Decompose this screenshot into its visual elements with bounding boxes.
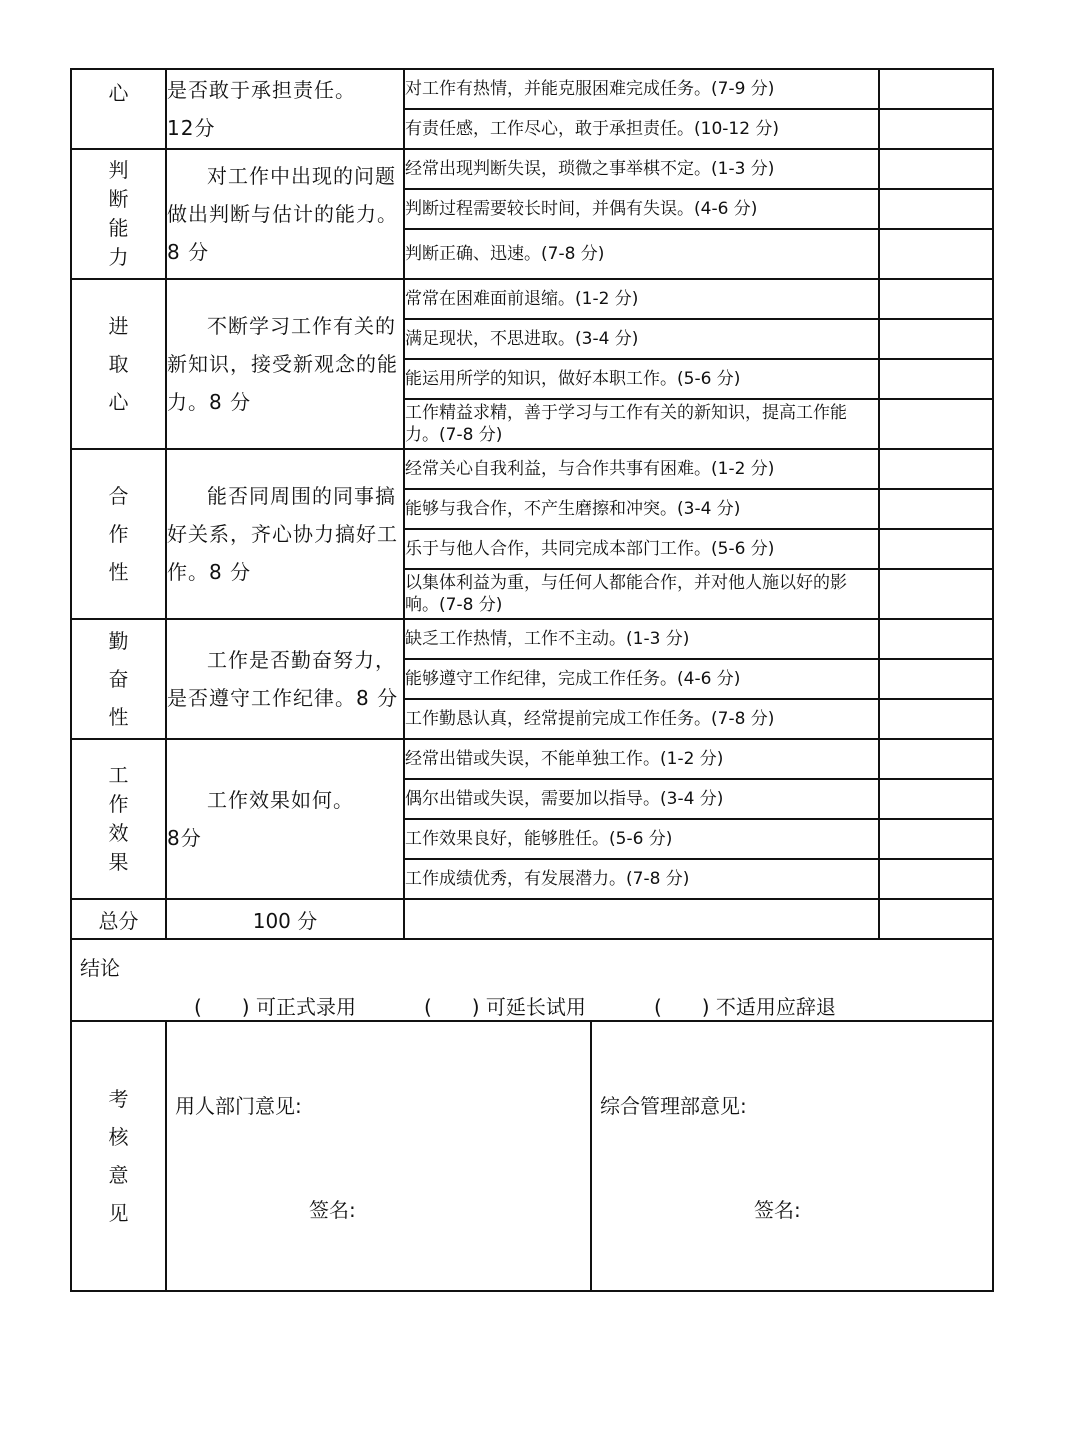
score-cell[interactable] (879, 529, 993, 569)
description-line: 12分 (167, 116, 216, 140)
dept-signature-label: 签名: (309, 1198, 356, 1222)
category-char: 作 (108, 522, 129, 546)
total-criteria-cell (404, 899, 879, 939)
category-char: 奋 (108, 667, 129, 691)
criterion-cell: 有责任感，工作尽心，敢于承担责任。(10-12 分) (404, 109, 879, 149)
table-row (71, 149, 993, 189)
criterion-cell: 工作精益求精，善于学习与工作有关的新知识，提高工作能力。(7-8 分) (404, 399, 879, 449)
score-cell[interactable] (879, 489, 993, 529)
conclusion-cell (71, 939, 993, 1021)
description-text: 不断学习工作有关的新知识，接受新观念的能力。8 分 (167, 314, 398, 414)
criterion-cell: 对工作有热情，并能克服困难完成任务。(7-9 分) (404, 69, 879, 109)
score-cell[interactable] (879, 819, 993, 859)
dept-opinion-box[interactable] (167, 1022, 592, 1290)
category-cell (71, 739, 166, 899)
description-cell (166, 449, 404, 619)
category-cell (71, 69, 166, 149)
category-char: 效 (108, 821, 129, 845)
score-cell[interactable] (879, 699, 993, 739)
description-cell (166, 279, 404, 449)
criterion-cell: 满足现状，不思进取。(3-4 分) (404, 319, 879, 359)
score-cell[interactable] (879, 279, 993, 319)
category-char: 断 (108, 187, 129, 211)
criterion-cell: 工作勤恳认真，经常提前完成工作任务。(7-8 分) (404, 699, 879, 739)
description-line: 是否敢于承担责任。 (167, 78, 356, 102)
score-cell[interactable] (879, 229, 993, 279)
admin-opinion-title: 综合管理部意见: (600, 1094, 747, 1118)
admin-opinion-box[interactable] (592, 1022, 992, 1290)
score-cell[interactable] (879, 149, 993, 189)
option-formal-hire[interactable]: ( ) 可正式录用 (194, 995, 356, 1019)
description-text: 对工作中出现的问题做出判断与估计的能力。8 分 (167, 164, 398, 264)
criterion-cell: 常常在困难面前退缩。(1-2 分) (404, 279, 879, 319)
description-cell (166, 619, 404, 739)
score-cell[interactable] (879, 859, 993, 899)
category-cell (71, 449, 166, 619)
category-char: 性 (108, 705, 129, 729)
table-row (71, 69, 993, 109)
criterion-cell: 偶尔出错或失误，需要加以指导。(3-4 分) (404, 779, 879, 819)
score-cell[interactable] (879, 779, 993, 819)
option-extend-probation[interactable]: ( ) 可延长试用 (423, 995, 586, 1019)
table-row (71, 619, 993, 659)
criterion-cell: 经常出错或失误，不能单独工作。(1-2 分) (404, 739, 879, 779)
total-value: 100 分 (166, 899, 404, 939)
criterion-cell: 工作效果良好，能够胜任。(5-6 分) (404, 819, 879, 859)
table-row (71, 739, 993, 779)
criterion-cell: 能运用所学的知识，做好本职工作。(5-6 分) (404, 359, 879, 399)
criterion-cell: 经常出现判断失误，琐微之事举棋不定。(1-3 分) (404, 149, 879, 189)
category-char: 心 (108, 81, 129, 105)
score-cell[interactable] (879, 359, 993, 399)
evaluation-table (70, 68, 994, 1292)
category-char: 工 (108, 763, 129, 787)
score-cell[interactable] (879, 399, 993, 449)
score-cell[interactable] (879, 739, 993, 779)
criterion-cell: 工作成绩优秀，有发展潜力。(7-8 分) (404, 859, 879, 899)
category-char: 能 (108, 216, 129, 240)
category-char: 力 (108, 245, 129, 269)
category-char: 取 (108, 352, 129, 376)
total-label: 总分 (71, 899, 166, 939)
score-cell[interactable] (879, 449, 993, 489)
category-char: 作 (108, 792, 129, 816)
description-cell (166, 739, 404, 899)
category-char: 意 (108, 1163, 129, 1187)
category-char: 心 (108, 390, 129, 414)
evaluation-sheet (70, 68, 992, 1292)
table-row (71, 279, 993, 319)
category-cell (71, 279, 166, 449)
description-text: 工作是否勤奋努力，是否遵守工作纪律。8 分 (167, 648, 399, 710)
table-row (71, 449, 993, 489)
description-cell (166, 69, 404, 149)
criterion-cell: 乐于与他人合作，共同完成本部门工作。(5-6 分) (404, 529, 879, 569)
category-char: 勤 (108, 629, 129, 653)
score-cell[interactable] (879, 69, 993, 109)
criterion-cell: 缺乏工作热情，工作不主动。(1-3 分) (404, 619, 879, 659)
category-char: 进 (108, 314, 129, 338)
category-cell (71, 619, 166, 739)
category-char: 见 (108, 1201, 129, 1225)
conclusion-options (72, 981, 992, 1020)
category-char: 考 (108, 1087, 129, 1111)
admin-signature-label: 签名: (754, 1198, 801, 1222)
criterion-cell: 判断正确、迅速。(7-8 分) (404, 229, 879, 279)
score-cell[interactable] (879, 189, 993, 229)
description-line: 8分 (167, 826, 202, 850)
category-cell (71, 149, 166, 279)
dept-opinion-title: 用人部门意见: (175, 1094, 302, 1118)
description-line: 工作效果如何。 (207, 788, 354, 812)
opinion-area (166, 1021, 993, 1291)
category-char: 核 (108, 1125, 129, 1149)
category-char: 判 (108, 158, 129, 182)
opinion-row (71, 1021, 993, 1291)
conclusion-title: 结论 (80, 956, 120, 980)
criterion-cell: 以集体利益为重，与任何人都能合作，并对他人施以好的影响。(7-8 分) (404, 569, 879, 619)
criterion-cell: 经常关心自我利益，与合作共事有困难。(1-2 分) (404, 449, 879, 489)
score-cell[interactable] (879, 659, 993, 699)
score-cell[interactable] (879, 319, 993, 359)
total-row (71, 899, 993, 939)
description-cell (166, 149, 404, 279)
score-cell[interactable] (879, 569, 993, 619)
opinion-category-cell (71, 1021, 166, 1291)
criterion-cell: 能够与我合作，不产生磨擦和冲突。(3-4 分) (404, 489, 879, 529)
category-char: 合 (108, 484, 129, 508)
description-text: 能否同周围的同事搞好关系，齐心协力搞好工作。8 分 (167, 484, 398, 584)
score-cell[interactable] (879, 109, 993, 149)
conclusion-row (71, 939, 993, 1021)
option-dismiss[interactable]: ( ) 不适用应辞退 (653, 995, 836, 1019)
category-char: 果 (108, 850, 129, 874)
criterion-cell: 判断过程需要较长时间，并偶有失误。(4-6 分) (404, 189, 879, 229)
criterion-cell: 能够遵守工作纪律，完成工作任务。(4-6 分) (404, 659, 879, 699)
category-char: 性 (108, 560, 129, 584)
total-score-cell[interactable] (879, 899, 993, 939)
score-cell[interactable] (879, 619, 993, 659)
